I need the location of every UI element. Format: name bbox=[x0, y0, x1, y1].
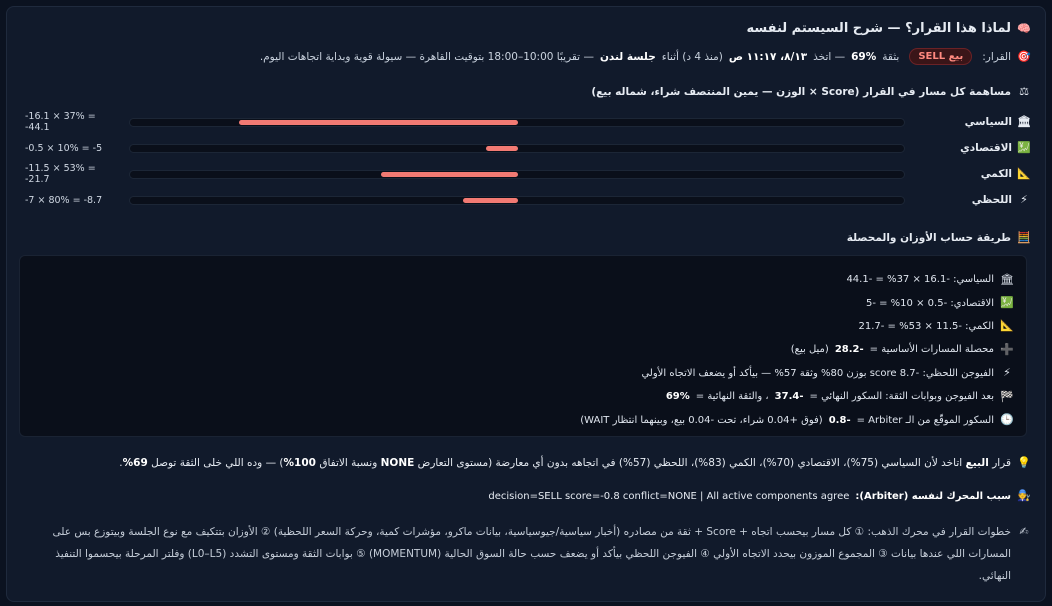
summary-line bbox=[21, 455, 1031, 471]
decision-text-b: — اتخذ bbox=[813, 50, 846, 63]
summary-h: 69% bbox=[122, 457, 148, 469]
calc-line-text: السياسي: -16.1 × 37% = -44.1 bbox=[846, 274, 994, 286]
contribution-bar bbox=[486, 146, 518, 151]
calc-line-value-2: 69% bbox=[665, 391, 690, 403]
calc-line bbox=[32, 385, 1014, 408]
technician-icon: 🧑‍🔧 bbox=[1017, 489, 1031, 502]
contribution-row bbox=[21, 161, 1031, 187]
summary-e: ونسبة الاتفاق bbox=[319, 457, 378, 469]
building-icon: 🏛 bbox=[1000, 272, 1014, 286]
engine-label: سبب المحرك لنفسه (Arbiter): bbox=[855, 490, 1011, 502]
calc-line-tail: ، والثقة النهائية = bbox=[695, 391, 769, 403]
clock-icon: 🕒 bbox=[1000, 413, 1014, 427]
contribution-label bbox=[909, 167, 1031, 181]
calc-line-tail: (ميل بيع) bbox=[790, 344, 829, 356]
contribution-value: -16.1 × 37% = -44.1 bbox=[25, 111, 96, 133]
decision-prefix: القرار: bbox=[982, 50, 1011, 63]
contrib-heading-text: مساهمة كل مسار في القرار (Score × الوزن — يمين المنتصف شراء، شماله بيع) bbox=[591, 86, 1011, 98]
contribution-label bbox=[909, 115, 1031, 129]
calc-line-tail: (فوق +0.04 شراء، تحت -0.04 بيع، وبينهما انتظار WAIT) bbox=[580, 414, 823, 426]
contribution-label-text: اللحظي bbox=[971, 194, 1012, 206]
calc-line bbox=[32, 315, 1014, 338]
contribution-track bbox=[129, 170, 905, 179]
decision-badge: بيع SELL bbox=[909, 48, 972, 65]
lightbulb-icon: 💡 bbox=[1017, 456, 1031, 469]
calc-line-text: الاقتصادي: -0.5 × 10% = -5 bbox=[865, 297, 994, 309]
lightning-icon: ⚡ bbox=[1003, 366, 1011, 380]
calc-heading bbox=[21, 231, 1031, 245]
decision-text-a: بثقة bbox=[882, 50, 900, 63]
chart-icon: 💹 bbox=[1000, 296, 1014, 310]
chart-icon: 💹 bbox=[1017, 141, 1031, 154]
contribution-label bbox=[909, 193, 1031, 207]
checkered-flag-icon: 🏁 bbox=[1000, 389, 1014, 403]
contribution-track bbox=[129, 118, 905, 127]
contribution-bar bbox=[381, 172, 518, 177]
calc-heading-text: طريقة حساب الأوزان والمحصلة bbox=[846, 232, 1011, 244]
summary-f: 100% bbox=[283, 457, 316, 469]
decision-session: جلسة لندن bbox=[599, 50, 656, 63]
decision-text-c: (منذ 4 د) أثناء bbox=[661, 50, 723, 63]
contribution-row bbox=[21, 109, 1031, 135]
calc-line-text: محصلة المسارات الأساسية = bbox=[869, 344, 994, 356]
engine-text: decision=SELL score=-0.8 conflict=NONE | All active components agree bbox=[488, 490, 850, 502]
building-icon: 🏛 bbox=[1017, 115, 1031, 128]
contribution-bar bbox=[239, 120, 518, 125]
brain-icon: 🧠 bbox=[1017, 21, 1031, 35]
engine-reason bbox=[21, 489, 1031, 503]
decision-time: ٨/١٣، ١١:١٧ ص bbox=[728, 50, 808, 63]
summary-c: اتاخد لأن السياسي (75%)، الاقتصادي (70%)، الكمي (83%)، اللحظي (57%) في اتجاهه بدون أي معارضة (مستوى التعارض bbox=[417, 457, 963, 469]
title-text: لماذا هذا القرار؟ — شرح السيستم لنفسه bbox=[746, 21, 1011, 36]
decision-text-d: — تقريبًا 10:00–18:00 بتوقيت القاهرة — سيولة قوية وبداية اتجاهات اليوم. bbox=[259, 50, 594, 63]
decision-confidence: 69% bbox=[851, 50, 877, 63]
card-title bbox=[21, 21, 1031, 36]
calc-line-value: -28.2 bbox=[834, 344, 864, 356]
summary-b: البيع bbox=[965, 457, 989, 469]
contribution-row bbox=[21, 135, 1031, 161]
ruler-icon: 📐 bbox=[1017, 167, 1031, 180]
plus-icon: ➕ bbox=[1000, 342, 1014, 356]
calc-box bbox=[19, 255, 1027, 437]
calc-line bbox=[32, 268, 1014, 291]
calc-line-text: الفيوجن اللحظي: -8.7 score بوزن 80% وثقة 57% — بيأكد أو يضعف الاتجاه الأولي bbox=[641, 367, 994, 379]
steps-paragraph bbox=[21, 521, 1031, 587]
contribution-value: -11.5 × 53% = -21.7 bbox=[25, 163, 96, 185]
contribution-track bbox=[129, 144, 905, 153]
summary-i: . bbox=[119, 457, 123, 469]
contribution-row bbox=[21, 187, 1031, 213]
calc-line bbox=[32, 362, 1014, 385]
contribution-label-text: الكمي bbox=[980, 168, 1012, 180]
scales-icon: ⚖ bbox=[1019, 85, 1029, 98]
explanation-card bbox=[6, 6, 1046, 602]
calc-line-text: الكمي: -11.5 × 53% = -21.7 bbox=[858, 320, 994, 332]
contribution-value: -0.5 × 10% = -5 bbox=[25, 142, 103, 154]
steps-text: خطوات القرار في محرك الذهب: ① كل مسار بيحسب اتجاه + Score + ثقة من مصادره (أخبار سياسية/جيوسياسية، بيانات ماكرو، مؤشرات كمية، وحركة السعر اللحظية) ② الأوزان بتتكيف مع نوع الجلسة وبيتوزع بس على المسارات اللي عندها بيانات ③ المجموع الموزون بيحدد الاتجاه الأولي ④ الفيوجن اللحظي بيأكد أو يضعف حسب حالة السوق الحالية (MOMENTUM) ⑤ بوابات الثقة ومستوى التشدد (L0–L5) وفلتر المرحلة بيحسموا التنفيذ النهائي. bbox=[52, 526, 1011, 582]
ruler-icon: 📐 bbox=[1000, 319, 1014, 333]
calc-line bbox=[32, 291, 1014, 314]
contribution-label-text: السياسي bbox=[964, 116, 1012, 128]
calc-line-text: السكور الموقّع من الـ Arbiter = bbox=[856, 414, 994, 426]
summary-g: ) — وده اللي خلى الثقة توصل bbox=[151, 457, 284, 469]
contrib-heading bbox=[21, 85, 1031, 99]
calc-line bbox=[32, 408, 1014, 431]
lightning-icon: ⚡ bbox=[1020, 193, 1028, 206]
summary-a: قرار bbox=[992, 457, 1011, 469]
calc-line bbox=[32, 338, 1014, 361]
abacus-icon: 🧮 bbox=[1017, 231, 1031, 244]
calc-line-text: بعد الفيوجن وبوابات الثقة: السكور النهائي = bbox=[809, 391, 994, 403]
contribution-bars bbox=[21, 109, 1031, 213]
contribution-value: -7 × 80% = -8.7 bbox=[25, 194, 103, 206]
calc-line-value: -0.8 bbox=[828, 414, 851, 426]
target-icon: 🎯 bbox=[1017, 49, 1031, 63]
contribution-bar bbox=[463, 198, 518, 203]
calc-line-value: -37.4 bbox=[774, 391, 804, 403]
summary-d: NONE bbox=[380, 457, 415, 469]
summary-text bbox=[119, 455, 1011, 471]
decision-line bbox=[21, 48, 1031, 65]
contribution-label-text: الاقتصادي bbox=[960, 142, 1012, 154]
hand-writing-icon: ✍ bbox=[1019, 525, 1029, 538]
contribution-label bbox=[909, 141, 1031, 155]
contribution-track bbox=[129, 196, 905, 205]
